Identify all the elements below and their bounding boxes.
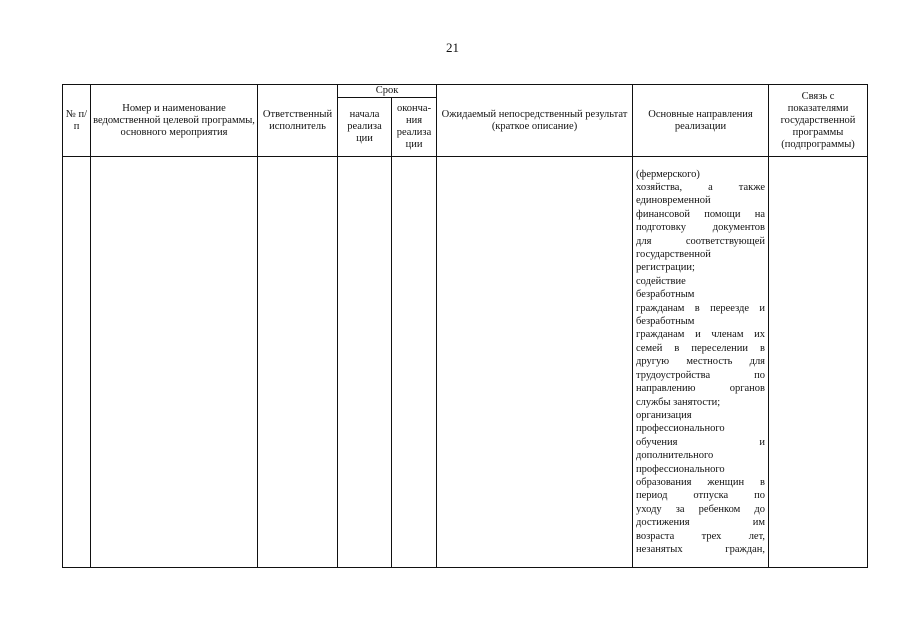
main-directions-line: службы занятости;	[636, 396, 721, 408]
main-directions-text	[636, 168, 765, 557]
main-directions-line: государственной	[636, 249, 711, 261]
header-term: Срок	[338, 85, 437, 98]
cell-program	[91, 157, 258, 568]
table-row	[63, 157, 868, 568]
cell-term-end	[392, 157, 437, 568]
header-row	[63, 85, 868, 98]
cell-main-directions	[633, 157, 769, 568]
program-table	[62, 84, 868, 568]
cell-num	[63, 157, 91, 568]
cell-expected-result	[437, 157, 633, 568]
main-directions-line: уходу за ребенком до	[636, 503, 766, 515]
main-directions-line: безработным	[636, 289, 695, 301]
cell-responsible	[258, 157, 338, 568]
cell-term-start	[338, 157, 392, 568]
main-directions-line: содействие	[636, 275, 686, 287]
main-directions-line: гражданам и членам их	[636, 329, 766, 341]
main-directions-line: достижения им	[636, 517, 766, 529]
main-directions-line: организация	[636, 409, 692, 421]
header-term-start: начала реализа ции	[338, 98, 392, 157]
main-directions-line: профессионального	[636, 463, 725, 475]
main-directions-line: семей в переселении в	[636, 342, 766, 354]
header-program: Номер и наименование ведомственной целевой программы, основного мероприятия	[91, 85, 258, 157]
main-directions-line: единовременной	[636, 195, 711, 207]
main-directions-line: незанятых граждан,	[636, 543, 766, 555]
main-directions-line: гражданам в переезде и	[636, 302, 766, 314]
main-directions-line: другую местность для	[636, 356, 766, 368]
main-directions-line: профессионального	[636, 423, 725, 435]
main-directions-line: финансовой помощи на	[636, 208, 766, 220]
header-responsible: Ответственный исполнитель	[258, 85, 338, 157]
main-directions-line: подготовку документов	[636, 222, 766, 234]
main-directions-line: дополнительного	[636, 450, 714, 462]
main-directions-line: образования женщин в	[636, 476, 766, 488]
header-expected-result: Ожидаемый непосредственный результат (краткое описание)	[437, 85, 633, 157]
main-directions-line: период отпуска по	[636, 490, 766, 502]
cell-link	[769, 157, 868, 568]
header-num: № п/п	[63, 85, 91, 157]
main-directions-line: хозяйства, а также	[636, 182, 766, 194]
header-term-end: оконча- ния реализа ции	[392, 98, 437, 157]
main-directions-line: возраста трех лет,	[636, 530, 766, 542]
main-directions-line: трудоустройства по	[636, 369, 766, 381]
main-directions-line: направлению органов	[636, 383, 766, 395]
main-directions-line: безработным	[636, 316, 695, 328]
page-number: 21	[446, 40, 459, 55]
main-directions-line: регистрации;	[636, 262, 695, 274]
main-directions-line: (фермерского)	[636, 168, 700, 180]
main-directions-line: обучения и	[636, 436, 766, 448]
header-main-directions: Основные направления реализации	[633, 85, 769, 157]
main-directions-line: для соответствующей	[636, 235, 766, 247]
header-link: Связь с показателями государственной программы (подпрограммы)	[769, 85, 868, 157]
